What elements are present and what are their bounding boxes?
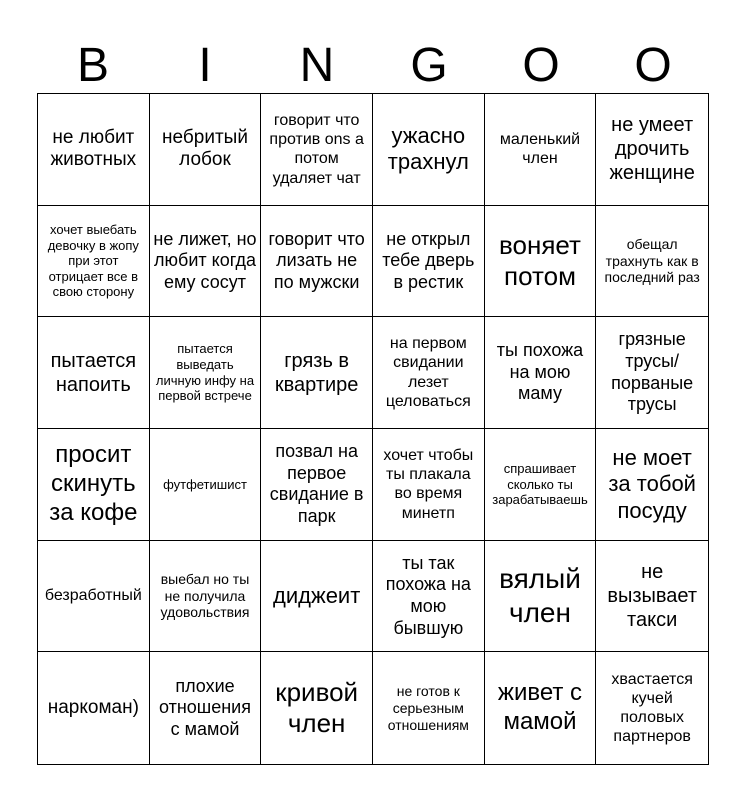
header-letter-3: N [299, 39, 335, 92]
cell-text: не открыл тебе дверь в рестик [382, 228, 475, 292]
cell-text: не моет за тобой посуду [608, 444, 696, 523]
bingo-cell[interactable] [38, 206, 150, 318]
header-letter-1: B [76, 39, 109, 92]
cell-text: воняет потом [499, 229, 581, 291]
bingo-cell[interactable] [150, 317, 262, 429]
bingo-cell[interactable] [373, 541, 485, 653]
bingo-cell[interactable] [596, 541, 708, 653]
bingo-cell[interactable] [485, 94, 597, 206]
cell-text: ты похожа на мою маму [496, 340, 584, 404]
bingo-cell[interactable] [261, 429, 373, 541]
cell-text: позвал на первое свидание в парк [269, 441, 364, 526]
bingo-cell[interactable] [596, 652, 708, 764]
bingo-cell[interactable] [485, 429, 597, 541]
bingo-cell[interactable] [485, 206, 597, 318]
bingo-board [37, 93, 709, 765]
cell-text: безработный [44, 587, 142, 605]
bingo-cell[interactable] [373, 652, 485, 764]
bingo-cell[interactable] [38, 652, 150, 764]
bingo-cell[interactable] [261, 94, 373, 206]
cell-text: говорит что лизать не по мужски [268, 228, 365, 292]
cell-text: живет с мамой [497, 679, 583, 736]
bingo-cell[interactable] [150, 652, 262, 764]
cell-text: футфетишист [163, 476, 247, 492]
bingo-cell[interactable] [261, 317, 373, 429]
bingo-header [37, 38, 709, 94]
bingo-cell[interactable] [485, 317, 597, 429]
bingo-cell[interactable] [373, 206, 485, 318]
bingo-cell[interactable] [596, 317, 708, 429]
bingo-cell[interactable] [261, 206, 373, 318]
cell-text: говорит что против ons а потом удаляет чат [269, 111, 364, 187]
cell-text: ужасно трахнул [387, 122, 469, 175]
cell-text: хочет чтобы ты плакала во время минетп [383, 446, 474, 522]
bingo-cell[interactable] [485, 652, 597, 764]
cell-text: не готов к серьезным отношениям [387, 682, 469, 733]
cell-text: вялый член [499, 563, 581, 628]
cell-text: выебал но ты не получила удовольствия [160, 570, 250, 621]
bingo-cell[interactable] [38, 429, 150, 541]
cell-text: наркоман) [47, 696, 139, 718]
bingo-cell[interactable] [596, 94, 708, 206]
cell-text: пытается напоить [50, 349, 137, 396]
bingo-cell[interactable] [596, 206, 708, 318]
bingo-cell[interactable] [596, 429, 708, 541]
bingo-cell[interactable] [373, 317, 485, 429]
bingo-cell[interactable] [373, 429, 485, 541]
bingo-cell[interactable] [261, 541, 373, 653]
cell-text: не умеет дрочить женщине [609, 114, 695, 185]
header-letter-4: G [410, 39, 448, 92]
header-letter-5: O [522, 39, 560, 92]
bingo-cell[interactable] [261, 652, 373, 764]
cell-text: спрашивает сколько ты зарабатываешь [492, 460, 588, 508]
cell-text: не вызывает такси [607, 560, 697, 631]
header-letter-2: I [198, 39, 212, 92]
cell-text: хочет выебать девочку в жопу при этот отрицает все в свою сторону [47, 222, 139, 300]
cell-text: диджеит [273, 582, 361, 608]
bingo-cell[interactable] [150, 541, 262, 653]
cell-text: грязные трусы/ порваные трусы [611, 329, 694, 415]
cell-text: на первом свидании лезет целоваться [385, 335, 471, 410]
bingo-cell[interactable] [150, 94, 262, 206]
bingo-cell[interactable] [373, 94, 485, 206]
cell-text: просит скинуть за кофе [49, 441, 138, 526]
cell-text: маленький член [499, 131, 581, 168]
cell-text: кривой член [275, 676, 359, 739]
bingo-cell[interactable] [38, 317, 150, 429]
header-letter-6: O [634, 39, 672, 92]
bingo-cell[interactable] [38, 541, 150, 653]
cell-text: грязь в квартире [274, 349, 359, 396]
bingo-cell[interactable] [485, 541, 597, 653]
bingo-cell[interactable] [150, 206, 262, 318]
cell-text: пытается выведать личную инфу на первой встрече [155, 341, 255, 404]
cell-text: не лижет, но любит когда ему сосут [153, 228, 257, 292]
cell-text: обещал трахнуть как в последний раз [604, 235, 700, 286]
cell-text: ты так похожа на мою бывшую [385, 552, 471, 638]
bingo-cell[interactable] [150, 429, 262, 541]
cell-text: небритый лобок [162, 126, 248, 171]
cell-text: не любит животных [50, 126, 137, 171]
cell-text: плохие отношения с мамой [158, 675, 251, 739]
bingo-cell[interactable] [38, 94, 150, 206]
cell-text: хвастается кучей половых партнеров [611, 670, 693, 746]
